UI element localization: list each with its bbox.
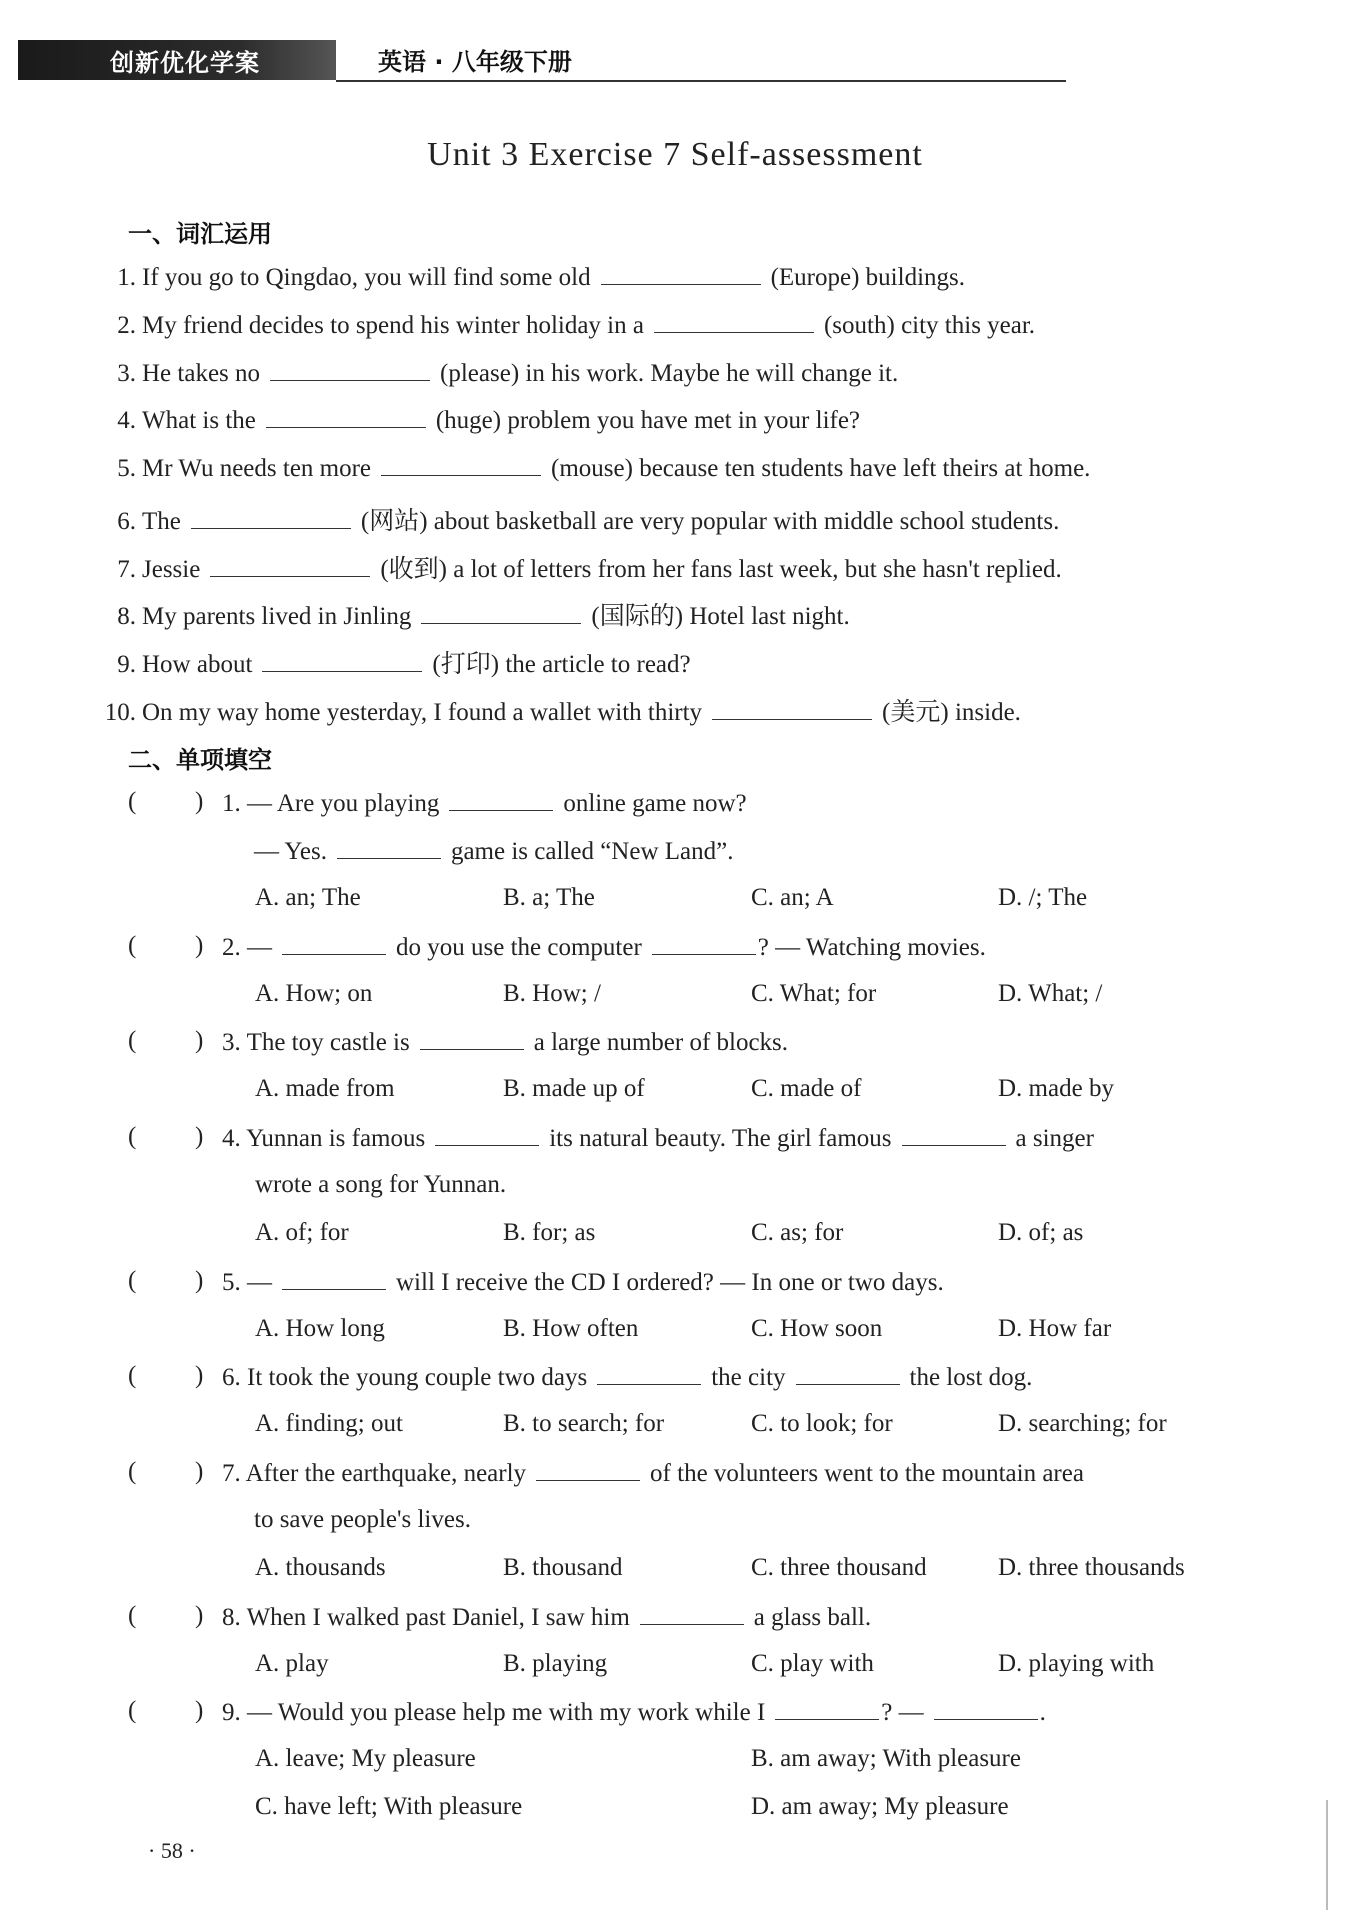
option-a[interactable]: A. How long xyxy=(255,1315,385,1342)
answer-paren-close: ) xyxy=(195,1267,204,1294)
answer-paren-open[interactable]: ( xyxy=(128,1697,137,1724)
vocab-item: 6. The (网站) about basketball are very popular with middle school students. xyxy=(117,508,1060,535)
vocab-item: 1. If you go to Qingdao, you will find some old (Europe) buildings. xyxy=(117,264,965,291)
answer-paren-open[interactable]: ( xyxy=(128,788,137,815)
option-a[interactable]: A. finding; out xyxy=(255,1410,403,1437)
vocab-item: 3. He takes no (please) in his work. Maybe he will change it. xyxy=(117,360,899,387)
answer-blank[interactable] xyxy=(421,601,581,624)
answer-paren-open[interactable]: ( xyxy=(128,932,137,959)
option-a[interactable]: A. made from xyxy=(255,1075,395,1102)
answer-blank[interactable] xyxy=(435,1123,539,1146)
answer-paren-close: ) xyxy=(195,932,204,959)
vocab-item: 5. Mr Wu needs ten more (mouse) because ten students have left theirs at home. xyxy=(117,455,1091,482)
vocab-item: 4. What is the (huge) problem you have met in your life? xyxy=(117,407,861,434)
answer-blank[interactable] xyxy=(282,1267,386,1290)
option-c[interactable]: C. to look; for xyxy=(751,1410,893,1437)
option-d[interactable]: D. searching; for xyxy=(998,1410,1167,1437)
answer-paren-close: ) xyxy=(195,1027,204,1054)
option-d[interactable]: D. of; as xyxy=(998,1219,1084,1246)
header-divider xyxy=(336,80,1066,82)
vocab-item: 9. How about (打印) the article to read? xyxy=(117,651,691,678)
option-b[interactable]: B. How often xyxy=(503,1315,639,1342)
vocab-item: 8. My parents lived in Jinling (国际的) Hotel last night. xyxy=(117,603,850,630)
option-d[interactable]: D. made by xyxy=(998,1075,1114,1102)
option-b[interactable]: B. am away; With pleasure xyxy=(751,1745,1021,1772)
option-c[interactable]: C. three thousand xyxy=(751,1554,927,1581)
option-b[interactable]: B. a; The xyxy=(503,884,595,911)
option-d[interactable]: D. three thousands xyxy=(998,1554,1185,1581)
page-title: Unit 3 Exercise 7 Self-assessment xyxy=(427,136,923,173)
answer-blank[interactable] xyxy=(640,1602,744,1625)
option-c[interactable]: C. play with xyxy=(751,1650,874,1677)
answer-paren-open[interactable]: ( xyxy=(128,1123,137,1150)
option-c[interactable]: C. made of xyxy=(751,1075,862,1102)
answer-paren-close: ) xyxy=(195,1458,204,1485)
brand-logo: 创新优化学案 xyxy=(18,40,336,80)
answer-blank[interactable] xyxy=(262,649,422,672)
option-b[interactable]: B. playing xyxy=(503,1650,608,1677)
option-b[interactable]: B. for; as xyxy=(503,1219,596,1246)
answer-paren-open[interactable]: ( xyxy=(128,1362,137,1389)
option-d[interactable]: D. /; The xyxy=(998,884,1088,911)
option-c[interactable]: C. How soon xyxy=(751,1315,883,1342)
option-c[interactable]: C. as; for xyxy=(751,1219,844,1246)
answer-blank[interactable] xyxy=(266,405,426,428)
answer-blank[interactable] xyxy=(210,554,370,577)
option-b[interactable]: B. thousand xyxy=(503,1554,623,1581)
answer-blank[interactable] xyxy=(712,697,872,720)
option-c[interactable]: C. have left; With pleasure xyxy=(255,1793,523,1820)
option-d[interactable]: D. playing with xyxy=(998,1650,1155,1677)
vocab-item: 7. Jessie (收到) a lot of letters from her fans last week, but she hasn't replied. xyxy=(117,556,1062,583)
option-a[interactable]: A. How; on xyxy=(255,980,373,1007)
answer-blank[interactable] xyxy=(282,932,386,955)
section2-heading: 二、单项填空 xyxy=(128,746,272,774)
answer-blank[interactable] xyxy=(536,1458,640,1481)
option-d[interactable]: D. What; / xyxy=(998,980,1103,1007)
option-c[interactable]: C. What; for xyxy=(751,980,877,1007)
option-a[interactable]: A. of; for xyxy=(255,1219,349,1246)
answer-paren-open[interactable]: ( xyxy=(128,1027,137,1054)
answer-blank[interactable] xyxy=(449,788,553,811)
answer-paren-close: ) xyxy=(195,1602,204,1629)
answer-paren-close: ) xyxy=(195,1697,204,1724)
option-c[interactable]: C. an; A xyxy=(751,884,834,911)
answer-paren-close: ) xyxy=(195,1362,204,1389)
option-b[interactable]: B. How; / xyxy=(503,980,601,1007)
answer-paren-open[interactable]: ( xyxy=(128,1267,137,1294)
answer-blank[interactable] xyxy=(902,1123,1006,1146)
answer-blank[interactable] xyxy=(420,1027,524,1050)
option-b[interactable]: B. to search; for xyxy=(503,1410,665,1437)
option-a[interactable]: A. an; The xyxy=(255,884,361,911)
answer-blank[interactable] xyxy=(654,310,814,333)
vocab-item: 10. On my way home yesterday, I found a wallet with thirty (美元) inside. xyxy=(104,699,1021,726)
answer-blank[interactable] xyxy=(775,1697,879,1720)
answer-paren-open[interactable]: ( xyxy=(128,1602,137,1629)
answer-blank[interactable] xyxy=(652,932,756,955)
answer-blank[interactable] xyxy=(337,836,441,859)
option-d[interactable]: D. am away; My pleasure xyxy=(751,1793,1009,1820)
page-number: · 58 · xyxy=(148,1838,196,1863)
option-a[interactable]: A. play xyxy=(255,1650,329,1677)
option-d[interactable]: D. How far xyxy=(998,1315,1112,1342)
answer-blank[interactable] xyxy=(381,453,541,476)
subject-label: 英语 · 八年级下册 xyxy=(378,48,572,76)
option-a[interactable]: A. leave; My pleasure xyxy=(255,1745,476,1772)
option-a[interactable]: A. thousands xyxy=(255,1554,386,1581)
answer-blank[interactable] xyxy=(796,1362,900,1385)
answer-blank[interactable] xyxy=(270,358,430,381)
answer-blank[interactable] xyxy=(934,1697,1038,1720)
page-header xyxy=(18,40,1058,80)
answer-blank[interactable] xyxy=(191,506,351,529)
answer-paren-close: ) xyxy=(195,788,204,815)
vocab-item: 2. My friend decides to spend his winter holiday in a (south) city this year. xyxy=(117,312,1036,339)
page-edge-shadow xyxy=(1326,1800,1328,1910)
answer-paren-open[interactable]: ( xyxy=(128,1458,137,1485)
option-b[interactable]: B. made up of xyxy=(503,1075,645,1102)
answer-blank[interactable] xyxy=(597,1362,701,1385)
section1-heading: 一、词汇运用 xyxy=(128,220,272,248)
answer-paren-close: ) xyxy=(195,1123,204,1150)
answer-blank[interactable] xyxy=(601,262,761,285)
